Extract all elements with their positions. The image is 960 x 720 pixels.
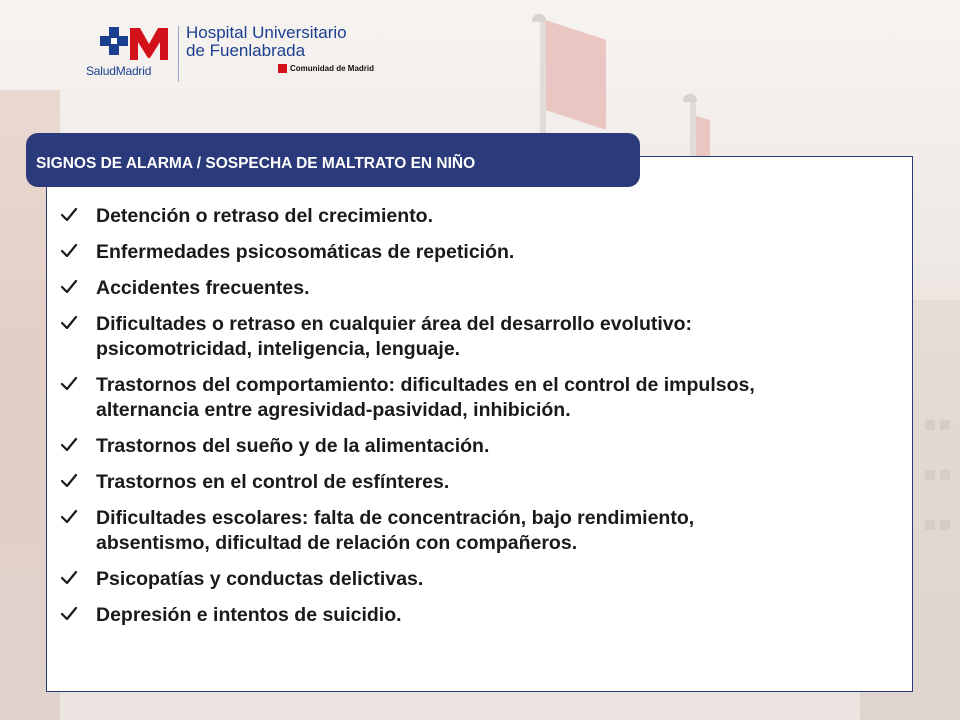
building-window [940,420,950,430]
flag [696,116,710,161]
checkmark-icon [60,375,78,393]
list-item [60,506,910,556]
list-item-text: Enfermedades psicosomáticas de repetición. [96,241,515,263]
list-item-text-continued: alternancia entre agresividad-pasividad, inhibición. [96,399,571,421]
checkmark-icon [60,206,78,224]
list-item [60,240,910,265]
checkmark-icon [60,605,78,623]
building-window [925,420,935,430]
salud-madrid-mark-icon [94,24,174,64]
checkmark-icon [60,472,78,490]
checkmark-icon [60,436,78,454]
warning-signs-list [60,204,910,639]
list-item-text: Detención o retraso del crecimiento. [96,205,434,227]
list-item [60,204,910,229]
list-item [60,567,910,592]
building-window [925,520,935,530]
list-item [60,603,910,628]
building-window [925,470,935,480]
comunidad-flag-icon [278,64,287,73]
list-item [60,276,910,301]
building-window [940,520,950,530]
hospital-name [186,24,347,60]
list-item-text: Psicopatías y conductas delictivas. [96,568,424,590]
list-item-text: Dificultades o retraso en cualquier área del desarrollo evolutivo: [96,313,693,335]
section-header-tab [26,133,640,187]
list-item [60,373,910,423]
checkmark-icon [60,569,78,587]
hospital-logo [86,22,396,84]
list-item-text: Depresión e intentos de suicidio. [96,604,402,626]
salud-madrid-text: SaludMadrid [86,64,152,78]
checkmark-icon [60,278,78,296]
list-item-text: Dificultades escolares: falta de concentración, bajo rendimiento, [96,507,695,529]
section-title: SIGNOS DE ALARMA / SOSPECHA DE MALTRATO EN NIÑO [36,155,476,172]
list-item-text: Trastornos del sueño y de la alimentación. [96,435,490,457]
hospital-name-line1: Hospital Universitario [186,23,347,42]
street-lamp [683,94,697,102]
list-item-text: Trastornos del comportamiento: dificultades en el control de impulsos, [96,374,755,396]
list-item-text-continued: psicomotricidad, inteligencia, lenguaje. [96,338,461,360]
flag [546,20,606,129]
checkmark-icon [60,314,78,332]
list-item [60,312,910,362]
list-item-text: Trastornos en el control de esfínteres. [96,471,450,493]
building-window [940,470,950,480]
logo-divider [178,26,179,82]
list-item [60,434,910,459]
comunidad-madrid-badge [278,64,374,73]
list-item [60,470,910,495]
list-item-text-continued: absentismo, dificultad de relación con compañeros. [96,532,578,554]
hospital-name-line2: de Fuenlabrada [186,41,306,60]
street-lamp [532,14,546,22]
checkmark-icon [60,242,78,260]
checkmark-icon [60,508,78,526]
comunidad-text: Comunidad de Madrid [290,64,374,73]
list-item-text: Accidentes frecuentes. [96,277,310,299]
